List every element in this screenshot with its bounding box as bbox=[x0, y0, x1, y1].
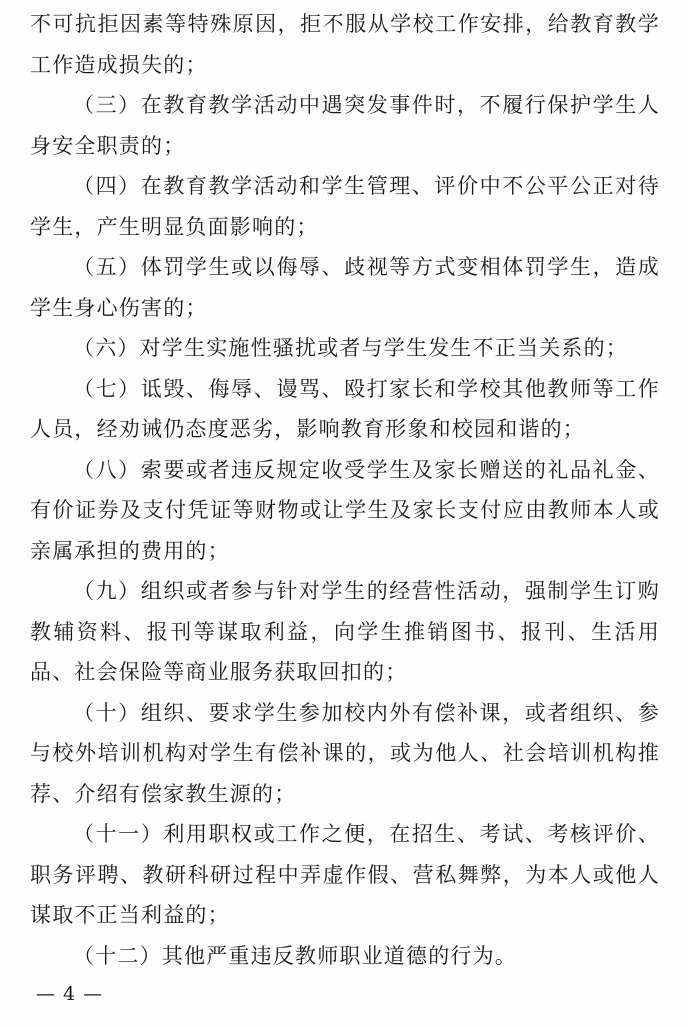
paragraph-item-9: （九）组织或者参与针对学生的经营性活动，强制学生订购教辅资料、报刊等谋取利益，向学生推销图书、报刊、生活用品、社会保险等商业服务获取回扣的； bbox=[30, 579, 660, 684]
document-body bbox=[30, 4, 660, 976]
paragraph-item-11: （十一）利用职权或工作之便，在招生、考试、考核评价、职务评聘、教研科研过程中弄虚作假、营私舞弊，为本人或他人谋取不正当利益的； bbox=[30, 822, 660, 927]
paragraph-item-3: （三）在教育教学活动中遇突发事件时，不履行保护学生人身安全职责的； bbox=[30, 93, 660, 158]
paragraph-item-6: （六）对学生实施性骚扰或者与学生发生不正当关系的； bbox=[73, 336, 628, 360]
page-number: — 4 — bbox=[36, 983, 104, 1005]
paragraph-item-8: （八）索要或者违反规定收受学生及家长赠送的礼品礼金、有价证券及支付凭证等财物或让学生及家长支付应由教师本人或亲属承担的费用的； bbox=[30, 457, 660, 563]
paragraph-item-5: （五）体罚学生或以侮辱、歧视等方式变相体罚学生，造成学生身心伤害的； bbox=[30, 255, 660, 320]
paragraph-item-4: （四）在教育教学活动和学生管理、评价中不公平公正对待学生，产生明显负面影响的； bbox=[30, 174, 660, 239]
paragraph-item-7: （七）诋毁、侮辱、谩骂、殴打家长和学校其他教师等工作人员，经劝诫仍态度恶劣，影响教育形象和校园和谐的； bbox=[30, 376, 660, 441]
paragraph-continuation: 不可抗拒因素等特殊原因，拒不服从学校工作安排，给教育教学工作造成损失的； bbox=[30, 12, 660, 77]
paragraph-item-10: （十）组织、要求学生参加校内外有偿补课，或者组织、参与校外培训机构对学生有偿补课的，或为他人、社会培训机构推荐、介绍有偿家教生源的； bbox=[30, 700, 660, 806]
paragraph-item-12: （十二）其他严重违反教师职业道德的行为。 bbox=[73, 943, 517, 968]
